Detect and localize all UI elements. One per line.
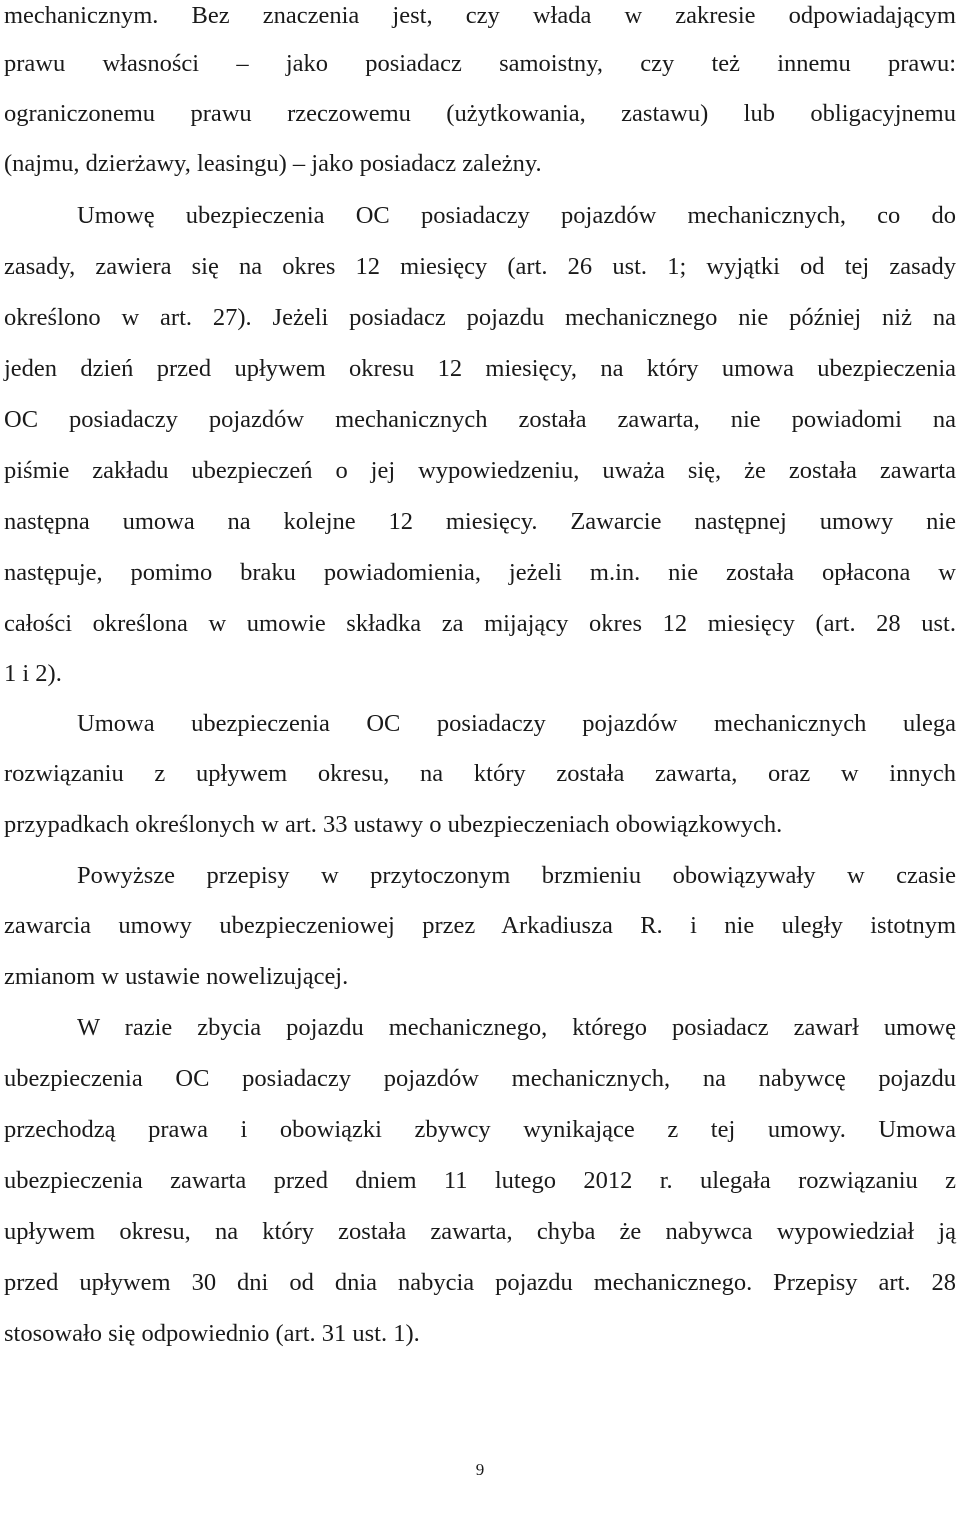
text-line: OC posiadaczy pojazdów mechanicznych została zawarta, nie powiadomi na bbox=[4, 406, 956, 433]
text-line: zmianom w ustawie nowelizującej. bbox=[4, 963, 349, 990]
text-line: Powyższe przepisy w przytoczonym brzmieniu obowiązywały w czasie bbox=[77, 862, 956, 889]
text-line: zasady, zawiera się na okres 12 miesięcy (art. 26 ust. 1; wyjątki od tej zasady bbox=[4, 253, 956, 280]
text-line: zawarcia umowy ubezpieczeniowej przez Arkadiusza R. i nie uległy istotnym bbox=[4, 912, 956, 939]
text-line: następna umowa na kolejne 12 miesięcy. Zawarcie następnej umowy nie bbox=[4, 508, 956, 535]
text-line: ubezpieczenia OC posiadaczy pojazdów mechanicznych, na nabywcę pojazdu bbox=[4, 1065, 956, 1092]
text-line: całości określona w umowie składka za mijający okres 12 miesięcy (art. 28 ust. bbox=[4, 610, 956, 637]
text-line: Umowa ubezpieczenia OC posiadaczy pojazdów mechanicznych ulega bbox=[77, 710, 956, 737]
text-line: ubezpieczenia zawarta przed dniem 11 lutego 2012 r. ulegała rozwiązaniu z bbox=[4, 1167, 956, 1194]
text-line: upływem okresu, na który została zawarta, chyba że nabywca wypowiedział ją bbox=[4, 1218, 956, 1245]
text-line: piśmie zakładu ubezpieczeń o jej wypowiedzeniu, uważa się, że została zawarta bbox=[4, 457, 956, 484]
text-line: ograniczonemu prawu rzeczowemu (użytkowania, zastawu) lub obligacyjnemu bbox=[4, 100, 956, 127]
text-line: następuje, pomimo braku powiadomienia, jeżeli m.in. nie została opłacona w bbox=[4, 559, 956, 586]
text-line: 1 i 2). bbox=[4, 660, 62, 687]
text-line: jeden dzień przed upływem okresu 12 miesięcy, na który umowa ubezpieczenia bbox=[4, 355, 956, 382]
text-line: określono w art. 27). Jeżeli posiadacz pojazdu mechanicznego nie później niż na bbox=[4, 304, 956, 331]
text-line: stosowało się odpowiednio (art. 31 ust. 1). bbox=[4, 1320, 420, 1347]
text-line: Umowę ubezpieczenia OC posiadaczy pojazdów mechanicznych, co do bbox=[77, 202, 956, 229]
text-line: (najmu, dzierżawy, leasingu) – jako posiadacz zależny. bbox=[4, 150, 542, 177]
text-line: rozwiązaniu z upływem okresu, na który została zawarta, oraz w innych bbox=[4, 760, 956, 787]
text-line: przypadkach określonych w art. 33 ustawy o ubezpieczeniach obowiązkowych. bbox=[4, 811, 783, 838]
text-line: W razie zbycia pojazdu mechanicznego, którego posiadacz zawarł umowę bbox=[77, 1014, 956, 1041]
text-line: mechanicznym. Bez znaczenia jest, czy włada w zakresie odpowiadającym bbox=[4, 2, 956, 29]
text-line: prawu własności – jako posiadacz samoistny, czy też innemu prawu: bbox=[4, 50, 956, 77]
text-line: przed upływem 30 dni od dnia nabycia pojazdu mechanicznego. Przepisy art. 28 bbox=[4, 1269, 956, 1296]
text-line: przechodzą prawa i obowiązki zbywcy wynikające z tej umowy. Umowa bbox=[4, 1116, 956, 1143]
page-number: 9 bbox=[475, 1460, 485, 1479]
